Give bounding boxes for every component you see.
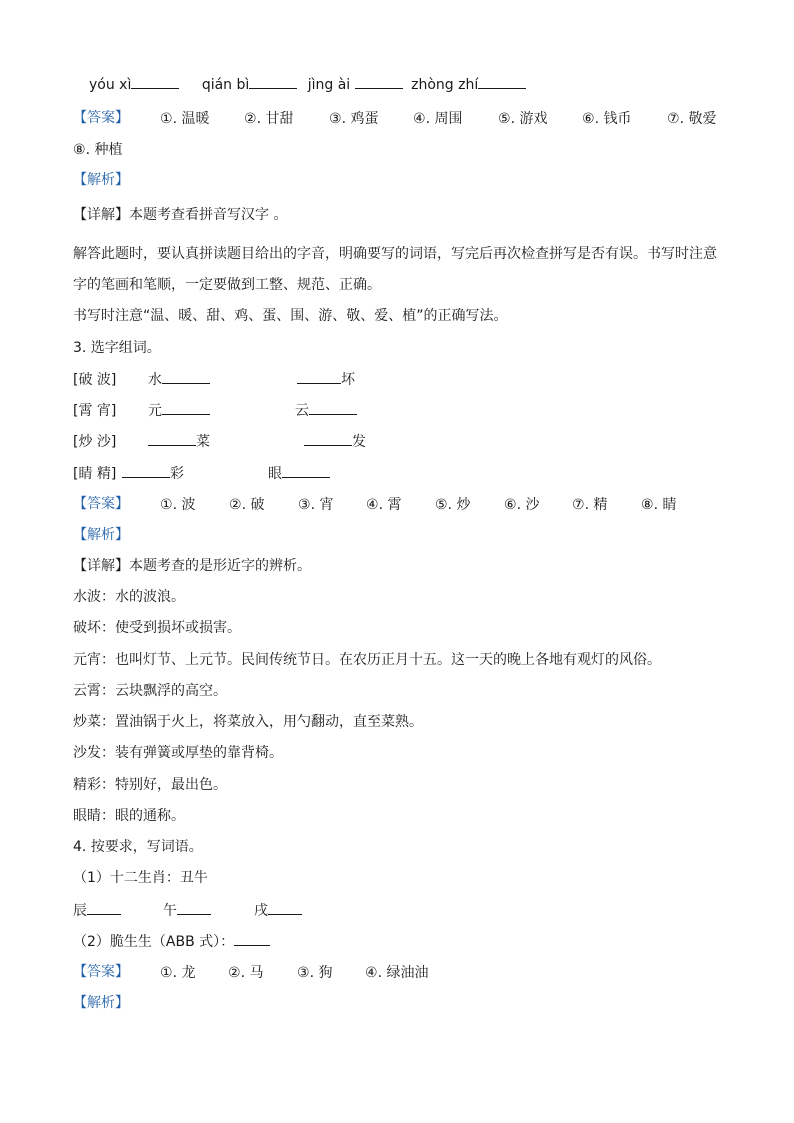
q2-paragraph-1: 解答此题时，要认真拼读题目给出的字音，明确要写的词语，写完后再次检查拼写是否有误。书写时注意 [73, 246, 717, 262]
q4-zodiac-3: 戌 [254, 900, 302, 920]
q4-sub1: （1）十二生肖：丑牛 [73, 870, 208, 886]
q2-answer-6: ⑥. 钱币 [582, 111, 632, 127]
q3-title: 3. 选字组词。 [73, 340, 161, 356]
q2-answer-8: ⑧. 种植 [73, 142, 123, 158]
q3-answer-1: ①. 波 [160, 497, 196, 513]
q2-answer-4: ④. 周围 [413, 111, 463, 127]
q3-row-4-a: 彩 [122, 463, 184, 483]
q2-answer-5: ⑤. 游戏 [498, 111, 548, 127]
q3-answer-6: ⑥. 沙 [504, 497, 540, 513]
q4-answer-1: ①. 龙 [160, 965, 196, 981]
q3-row-2-a: 元 [148, 400, 210, 420]
q3-row-3-b: 发 [304, 431, 366, 451]
q2-answer-1: ①. 温暖 [160, 111, 210, 127]
analysis-tag: 【解析】 [73, 172, 129, 188]
pinyin-row [89, 74, 526, 95]
q4-zodiac-1: 辰 [73, 900, 121, 920]
q3-detail: 【详解】本题考查的是形近字的辨析。 [73, 558, 311, 574]
q3-answer-2: ②. 破 [229, 497, 265, 513]
q3-explanation: 炒菜：置油锅于火上，将菜放入，用勺翻动，直至菜熟。 [73, 714, 423, 730]
q3-row-2-options: [霄 宵] [73, 403, 117, 419]
q2-answer-row [73, 108, 129, 128]
q3-explanation: 沙发：装有弹簧或厚垫的靠背椅。 [73, 745, 283, 761]
q2-detail: 【详解】本题考查看拼音写汉字 。 [73, 207, 288, 223]
pinyin-item: zhòng zhí [411, 74, 526, 95]
analysis-tag: 【解析】 [73, 995, 129, 1011]
q3-row-1-options: [破 波] [73, 372, 117, 388]
q3-row-1-b: 坏 [297, 369, 355, 389]
answer-tag: 【答案】 [73, 110, 129, 126]
q2-answer-7: ⑦. 敬爱 [667, 111, 717, 127]
q4-answer-2: ②. 马 [228, 965, 264, 981]
q3-row-1-a: 水 [148, 369, 210, 389]
q3-explanation: 精彩：特别好，最出色。 [73, 777, 227, 793]
q3-explanation: 元宵：也叫灯节、上元节。民间传统节日。在农历正月十五。这一天的晚上各地有观灯的风俗。 [73, 652, 661, 668]
q4-answer-4: ④. 绿油油 [365, 965, 429, 981]
q3-explanation: 破坏：使受到损坏或损害。 [73, 620, 241, 636]
q3-row-4-options: [睛 精] [73, 466, 117, 482]
q3-answer-4: ④. 霄 [366, 497, 402, 513]
q3-answer-8: ⑧. 睛 [641, 497, 677, 513]
q3-answer-7: ⑦. 精 [572, 497, 608, 513]
q4-sub2: （2）脆生生（ABB 式）： [73, 931, 270, 952]
answer-tag: 【答案】 [73, 496, 129, 512]
q3-explanation: 云霄：云块飘浮的高空。 [73, 683, 227, 699]
answer-tag: 【答案】 [73, 964, 129, 980]
q2-paragraph-2: 字的笔画和笔顺，一定要做到工整、规范、正确。 [73, 277, 381, 293]
detail-tag: 【详解】 [73, 558, 129, 574]
q3-row-2-b: 云 [295, 400, 357, 420]
q3-row-4-b: 眼 [268, 463, 330, 483]
analysis-tag: 【解析】 [73, 527, 129, 543]
q3-explanation: 水波：水的波浪。 [73, 589, 185, 605]
q3-row-3-options: [炒 沙] [73, 434, 117, 450]
q2-answer-3: ③. 鸡蛋 [329, 111, 379, 127]
q4-title: 4. 按要求，写词语。 [73, 839, 203, 855]
q4-zodiac-2: 午 [163, 900, 211, 920]
pinyin-item: qián bì [202, 74, 297, 95]
q3-row-3-a: 菜 [148, 431, 210, 451]
q3-answer-5: ⑤. 炒 [435, 497, 471, 513]
detail-tag: 【详解】 [73, 207, 129, 223]
q2-answer-2: ②. 甘甜 [244, 111, 294, 127]
q4-answer-3: ③. 狗 [297, 965, 333, 981]
pinyin-item: jìng ài [308, 74, 403, 95]
pinyin-item: yóu xì [89, 74, 179, 95]
q3-answer-3: ③. 宵 [298, 497, 334, 513]
q3-explanation: 眼睛：眼的通称。 [73, 808, 185, 824]
q2-paragraph-3: 书写时注意“温、暖、甜、鸡、蛋、围、游、敬、爱、植”的正确写法。 [73, 308, 508, 324]
